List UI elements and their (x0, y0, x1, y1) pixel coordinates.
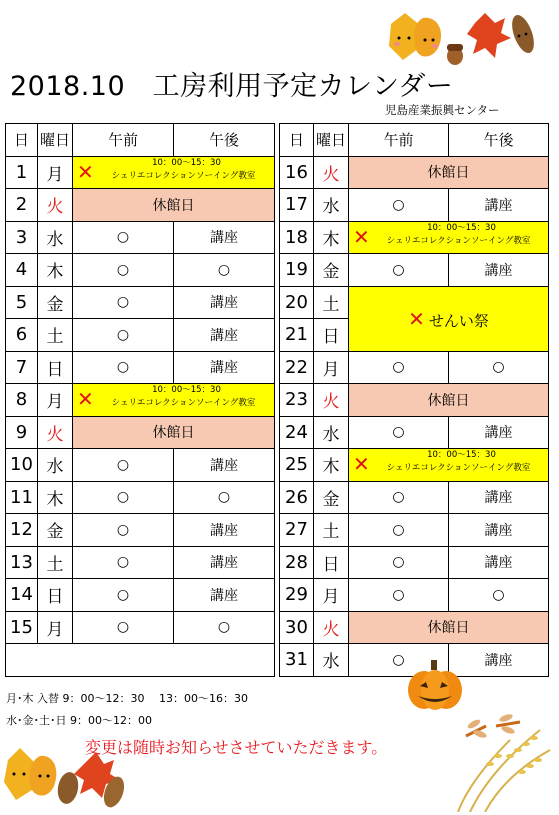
event-name: シェリエコレクションソーイング教室 (111, 398, 256, 408)
pm-status: 講座 (449, 416, 549, 449)
table-row (6, 286, 275, 319)
header-day: 日 (6, 124, 38, 157)
pumpkin-icon (400, 658, 470, 712)
pm-status: 講座 (449, 481, 549, 514)
day-number: 16 (280, 156, 314, 189)
header-pm: 午後 (174, 124, 275, 157)
weekday: 日 (38, 579, 73, 612)
cross-mark-icon: ✕ (353, 224, 370, 249)
pm-status: ○ (174, 481, 275, 514)
table-row (6, 449, 275, 482)
day-number: 8 (6, 384, 38, 417)
closed-day-cell: 休館日 (349, 156, 549, 189)
table-row (6, 514, 275, 547)
cross-mark-icon: ✕ (353, 452, 370, 476)
table-row (6, 611, 275, 644)
table-row (280, 254, 549, 287)
table-row (6, 416, 275, 449)
am-status: ○ (73, 319, 174, 352)
am-status: ○ (73, 254, 174, 287)
day-number: 25 (280, 449, 314, 482)
pm-status: 講座 (174, 351, 275, 384)
table-row (280, 579, 549, 612)
table-row (6, 351, 275, 384)
weekday: 火 (314, 611, 349, 644)
organization-name: 児島産業振興センター (385, 103, 500, 117)
weekday: 木 (314, 221, 349, 254)
table-row (6, 384, 275, 417)
event-cell (73, 384, 275, 417)
event-cell (349, 449, 549, 482)
day-number: 19 (280, 254, 314, 287)
empty-row (6, 644, 275, 677)
day-number: 6 (6, 319, 38, 352)
day-number: 31 (280, 644, 314, 677)
hours-note-2: 水･金･土･日 9：00～12：00 (6, 714, 152, 727)
table-row (280, 156, 549, 189)
event-name: シェリエコレクションソーイング教室 (111, 170, 256, 181)
am-status: ○ (349, 481, 449, 514)
calendar-table-left (5, 123, 275, 677)
weekday: 金 (38, 514, 73, 547)
event-content (349, 449, 548, 481)
day-number: 2 (6, 189, 38, 222)
weekday: 土 (314, 286, 349, 319)
closed-day-cell: 休館日 (73, 189, 275, 222)
day-number: 21 (280, 319, 314, 352)
pm-status: ○ (449, 579, 549, 612)
day-number: 22 (280, 351, 314, 384)
table-row (280, 384, 549, 417)
weekday: 土 (38, 319, 73, 352)
day-number: 18 (280, 221, 314, 254)
event-name: シェリエコレクションソーイング教室 (386, 463, 531, 473)
pm-status: 講座 (449, 254, 549, 287)
day-number: 12 (6, 514, 38, 547)
weekday: 火 (38, 189, 73, 222)
cross-mark-icon: ✕ (77, 387, 94, 411)
table-row (6, 319, 275, 352)
pm-status: 講座 (174, 449, 275, 482)
day-number: 26 (280, 481, 314, 514)
closed-day-cell: 休館日 (349, 611, 549, 644)
pm-status: 講座 (174, 221, 275, 254)
weekday: 月 (38, 611, 73, 644)
header-pm: 午後 (449, 124, 549, 157)
event-time: 10：00～15：30 (152, 157, 221, 168)
weekday: 水 (38, 221, 73, 254)
weekday: 木 (38, 481, 73, 514)
weekday: 月 (38, 384, 73, 417)
am-status: ○ (73, 611, 174, 644)
header-weekday: 曜日 (314, 124, 349, 157)
table-row (280, 449, 549, 482)
table-row (280, 546, 549, 579)
event-content (73, 384, 274, 416)
event-time: 10：00～15：30 (152, 385, 221, 395)
day-number: 30 (280, 611, 314, 644)
pm-status: ○ (449, 351, 549, 384)
am-status: ○ (349, 189, 449, 222)
weekday: 金 (38, 286, 73, 319)
am-status: ○ (349, 579, 449, 612)
weekday: 火 (314, 156, 349, 189)
pm-status: 講座 (174, 514, 275, 547)
pm-status: 講座 (174, 286, 275, 319)
am-status: ○ (73, 514, 174, 547)
weekday: 日 (314, 319, 349, 352)
autumn-leaves-top-icon (385, 8, 545, 70)
pm-status: 講座 (449, 644, 549, 677)
am-status: ○ (349, 644, 449, 677)
day-number: 11 (6, 481, 38, 514)
day-number: 9 (6, 416, 38, 449)
weekday: 土 (314, 514, 349, 547)
table-header-row (6, 124, 275, 157)
table-row (6, 546, 275, 579)
day-number: 29 (280, 579, 314, 612)
weekday: 水 (314, 644, 349, 677)
day-number: 17 (280, 189, 314, 222)
closed-day-cell: 休館日 (349, 384, 549, 417)
festival-cell (349, 286, 549, 351)
pm-status: ○ (174, 611, 275, 644)
event-cell (349, 221, 549, 254)
event-time: 10：00～15：30 (427, 450, 496, 460)
pm-status: 講座 (449, 514, 549, 547)
table-row (280, 611, 549, 644)
am-status: ○ (349, 254, 449, 287)
weekday: 月 (38, 156, 73, 189)
weekday: 土 (38, 546, 73, 579)
day-number: 1 (6, 156, 38, 189)
change-notice: 変更は随時お知らせさせていただきます。 (85, 738, 388, 757)
festival-label: せんい祭 (428, 311, 489, 330)
weekday: 火 (38, 416, 73, 449)
pm-status: ○ (174, 254, 275, 287)
calendar-table-right (279, 123, 549, 677)
event-time: 10：00～15：30 (427, 222, 496, 233)
day-number: 20 (280, 286, 314, 319)
day-number: 15 (6, 611, 38, 644)
table-row (6, 254, 275, 287)
weekday: 木 (314, 449, 349, 482)
table-row (6, 189, 275, 222)
table-row (280, 514, 549, 547)
weekday: 日 (38, 351, 73, 384)
table-row (280, 221, 549, 254)
am-status: ○ (73, 286, 174, 319)
weekday: 水 (314, 416, 349, 449)
weekday: 日 (314, 546, 349, 579)
page-title: 2018.10 工房利用予定カレンダー (10, 71, 454, 102)
weekday: 月 (314, 351, 349, 384)
cross-mark-icon: ✕ (408, 306, 425, 331)
table-row (280, 416, 549, 449)
weekday: 月 (314, 579, 349, 612)
day-number: 28 (280, 546, 314, 579)
pm-status: 講座 (449, 546, 549, 579)
cross-mark-icon: ✕ (77, 159, 94, 184)
table-header-row (280, 124, 549, 157)
weekday: 木 (38, 254, 73, 287)
day-number: 5 (6, 286, 38, 319)
am-status: ○ (349, 416, 449, 449)
am-status: ○ (73, 579, 174, 612)
am-status: ○ (73, 546, 174, 579)
table-row (6, 221, 275, 254)
table-row (6, 579, 275, 612)
header-day: 日 (280, 124, 314, 157)
am-status: ○ (73, 481, 174, 514)
pm-status: 講座 (174, 579, 275, 612)
hours-note-1: 月･木 入替 9：00～12：30 13：00～16：30 (6, 692, 248, 705)
day-number: 10 (6, 449, 38, 482)
am-status: ○ (349, 514, 449, 547)
table-row (6, 156, 275, 189)
day-number: 13 (6, 546, 38, 579)
empty-cell (6, 644, 275, 677)
pm-status: 講座 (449, 189, 549, 222)
day-number: 3 (6, 221, 38, 254)
weekday: 水 (38, 449, 73, 482)
am-status: ○ (349, 546, 449, 579)
table-row (280, 351, 549, 384)
am-status: ○ (73, 351, 174, 384)
header-am: 午前 (349, 124, 449, 157)
closed-day-cell: 休館日 (73, 416, 275, 449)
day-number: 27 (280, 514, 314, 547)
table-row (280, 286, 549, 319)
weekday: 水 (314, 189, 349, 222)
day-number: 4 (6, 254, 38, 287)
header-weekday: 曜日 (38, 124, 73, 157)
event-name: シェリエコレクションソーイング教室 (386, 235, 531, 246)
weekday: 火 (314, 384, 349, 417)
pm-status: 講座 (174, 546, 275, 579)
table-row (6, 481, 275, 514)
am-status: ○ (349, 351, 449, 384)
header-am: 午前 (73, 124, 174, 157)
event-content (349, 222, 548, 254)
day-number: 24 (280, 416, 314, 449)
event-content (73, 157, 274, 189)
table-row (280, 481, 549, 514)
day-number: 14 (6, 579, 38, 612)
event-cell (73, 156, 275, 189)
autumn-leaves-bottom-icon (2, 742, 132, 812)
weekday: 金 (314, 481, 349, 514)
am-status: ○ (73, 221, 174, 254)
table-row (280, 189, 549, 222)
am-status: ○ (73, 449, 174, 482)
day-number: 7 (6, 351, 38, 384)
rice-stalk-icon (450, 720, 555, 812)
weekday: 金 (314, 254, 349, 287)
day-number: 23 (280, 384, 314, 417)
pm-status: 講座 (174, 319, 275, 352)
